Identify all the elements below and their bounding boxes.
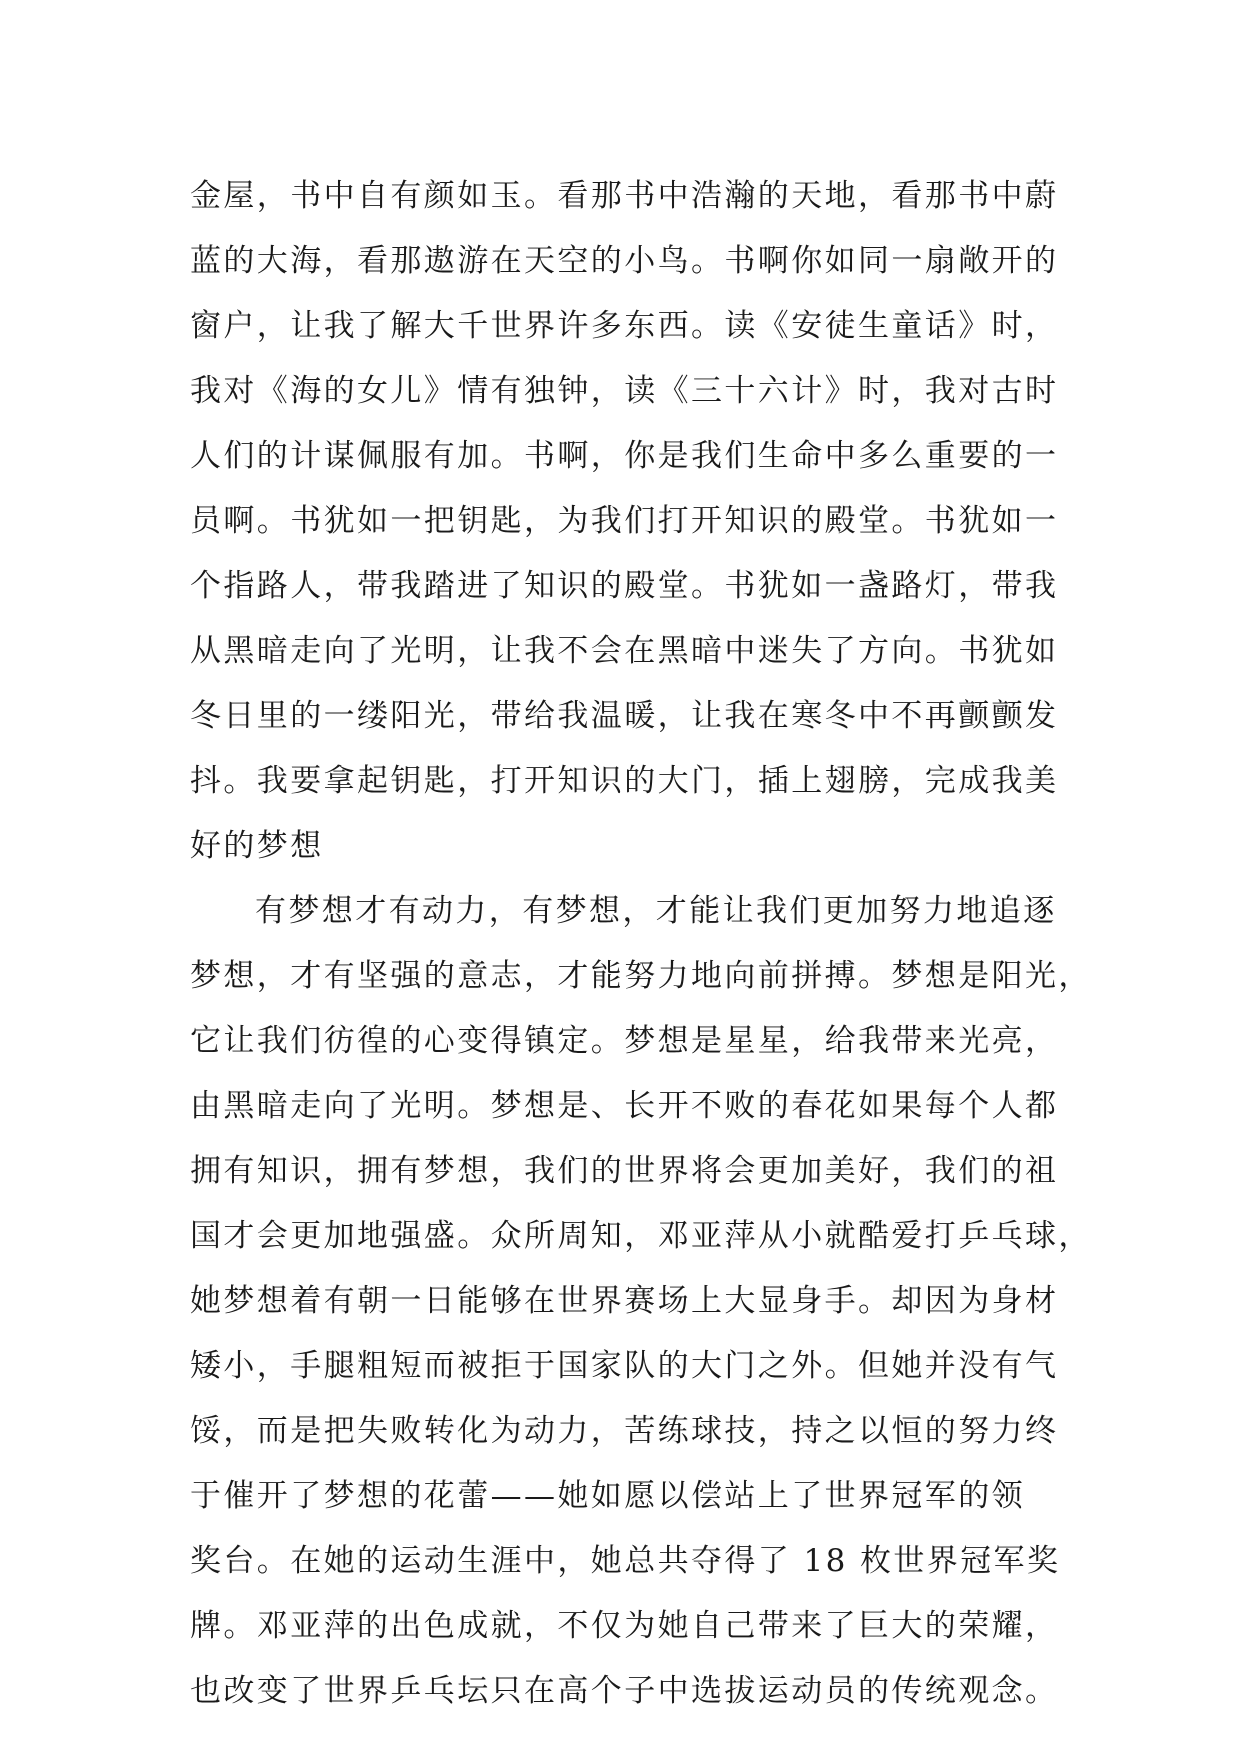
text-line: 个指路人，带我踏进了知识的殿堂。书犹如一盏路灯，带我 (190, 568, 1059, 604)
text-line: 人们的计谋佩服有加。书啊，你是我们生命中多么重要的一 (190, 438, 1059, 474)
text-line: 抖。我要拿起钥匙，打开知识的大门，插上翅膀，完成我美 (190, 763, 1059, 799)
text-line: 矮小，手腿粗短而被拒于国家队的大门之外。但她并没有气 (190, 1348, 1059, 1384)
paragraph-2 (190, 879, 1092, 1724)
text-line: 蓝的大海，看那遨游在天空的小鸟。书啊你如同一扇敞开的 (190, 243, 1059, 279)
text-line: 拥有知识，拥有梦想，我们的世界将会更加美好，我们的祖 (190, 1153, 1059, 1189)
text-line: 国才会更加地强盛。众所周知，邓亚萍从小就酷爱打乒乓球， (190, 1218, 1092, 1254)
paragraph-1 (190, 164, 1070, 879)
text-line: 它让我们彷徨的心变得镇定。梦想是星星，给我带来光亮， (190, 1023, 1059, 1059)
text-line: 员啊。书犹如一把钥匙，为我们打开知识的殿堂。书犹如一 (190, 503, 1059, 539)
text-line: 梦想，才有坚强的意志，才能努力地向前拼搏。梦想是阳光， (190, 958, 1092, 994)
text-line: 奖台。在她的运动生涯中，她总共夺得了 18 枚世界冠军奖 (190, 1543, 1061, 1579)
text-line: 她梦想着有朝一日能够在世界赛场上大显身手。却因为身材 (190, 1283, 1059, 1319)
text-line: 我对《海的女儿》情有独钟，读《三十六计》时，我对古时 (190, 373, 1059, 409)
text-line: 牌。邓亚萍的出色成就，不仅为她自己带来了巨大的荣耀， (190, 1608, 1059, 1644)
text-line: 于催开了梦想的花蕾——她如愿以偿站上了世界冠军的领 (190, 1478, 1025, 1514)
text-line: 从黑暗走向了光明，让我不会在黑暗中迷失了方向。书犹如 (190, 633, 1059, 669)
text-line: 馁，而是把失败转化为动力，苦练球技，持之以恒的努力终 (190, 1413, 1059, 1449)
document-body (190, 164, 1092, 1724)
text-line: 也改变了世界乒乓坛只在高个子中选拔运动员的传统观念。 (190, 1673, 1059, 1709)
text-line-indented: 有梦想才有动力，有梦想，才能让我们更加努力地追逐 (255, 893, 1057, 929)
text-line: 窗户，让我了解大千世界许多东西。读《安徒生童话》时， (190, 308, 1059, 344)
text-line: 由黑暗走向了光明。梦想是、长开不败的春花如果每个人都 (190, 1088, 1059, 1124)
text-line: 冬日里的一缕阳光，带给我温暖，让我在寒冬中不再颤颤发 (190, 698, 1059, 734)
text-line: 金屋，书中自有颜如玉。看那书中浩瀚的天地，看那书中蔚 (190, 178, 1059, 214)
text-line: 好的梦想 (190, 828, 324, 864)
